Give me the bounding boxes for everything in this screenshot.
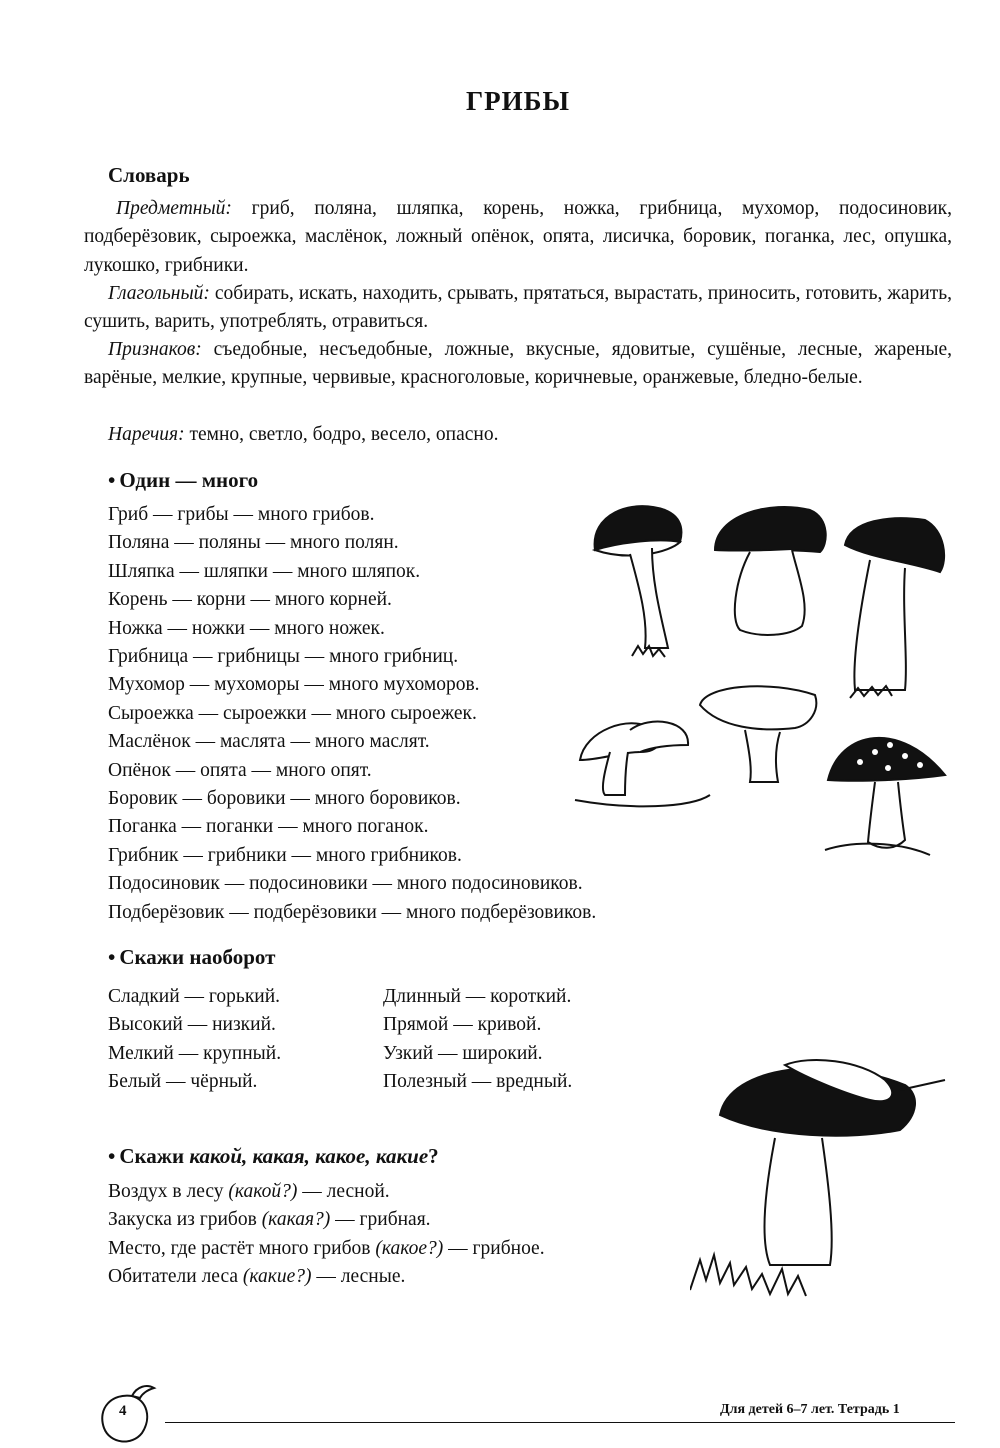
strawberry-page-icon bbox=[92, 1378, 162, 1448]
list-item: Сыроежка — сыроежки — много сыроежек. bbox=[108, 702, 477, 724]
vocabulary-heading: Словарь bbox=[108, 163, 190, 187]
list-item: Ножка — ножки — много ножек. bbox=[108, 617, 385, 639]
line-answer: — лесной. bbox=[297, 1181, 390, 1202]
which-heading-italic: какой, какая, какое, какие bbox=[189, 1144, 429, 1168]
list-item bbox=[108, 1235, 545, 1263]
opposites-heading: • Скажи наоборот bbox=[108, 945, 275, 970]
line-answer: — лесные. bbox=[311, 1266, 406, 1288]
list-item: Высокий — низкий. bbox=[108, 1014, 276, 1036]
footer-caption: Для детей 6–7 лет. Тетрадь 1 bbox=[720, 1402, 900, 1417]
list-item bbox=[108, 1206, 545, 1234]
aspen-cap-icon bbox=[845, 518, 944, 572]
verb-text: собирать, искать, находить, срывать, прятаться, вырастать, приносить, готовить, жарить, сушить, варить, употреблять, отравиться. bbox=[84, 283, 952, 333]
list-item: Поляна — поляны — много полян. bbox=[108, 532, 399, 554]
line-text: Закуска из грибов bbox=[108, 1209, 262, 1231]
opposites-left-column bbox=[108, 983, 281, 1097]
verb-label: Глагольный: bbox=[108, 283, 210, 304]
line-text: Место, где растёт много грибов bbox=[108, 1237, 376, 1259]
list-item: Маслёнок — маслята — много маслят. bbox=[108, 731, 430, 753]
vocabulary-adjective bbox=[84, 336, 952, 393]
adjective-label: Признаков: bbox=[108, 339, 202, 360]
list-item: Корень — корни — много корней. bbox=[108, 589, 392, 611]
list-item: Подосиновик — подосиновики — много подосиновиков. bbox=[108, 873, 583, 895]
noun-text: гриб, поляна, шляпка, корень, ножка, грибница, мухомор, подосиновик, подберёзовик, сыроежка, маслёнок, ложный опёнок, опята, лисичка, боровик, поганка, лес, опушка, лукошко, грибники. bbox=[84, 198, 952, 276]
list-item bbox=[108, 1263, 545, 1291]
line-text: Обитатели леса bbox=[108, 1266, 243, 1288]
line-answer: — грибное. bbox=[443, 1237, 545, 1259]
line-question: (какие?) bbox=[242, 1266, 312, 1288]
fly-agaric-icon bbox=[828, 738, 945, 781]
one-many-heading: • Один — много bbox=[108, 468, 258, 493]
list-item: Прямой — кривой. bbox=[383, 1014, 542, 1036]
line-question: (какая?) bbox=[261, 1209, 331, 1231]
list-item: Мухомор — мухоморы — много мухоморов. bbox=[108, 674, 480, 696]
boletus-with-leaf-illustration bbox=[690, 1050, 960, 1315]
opposites-right-column bbox=[383, 983, 572, 1097]
which-heading-prefix: Скажи bbox=[119, 1144, 190, 1168]
which-heading-suffix: ? bbox=[428, 1144, 439, 1168]
list-item: Подберёзовик — подберёзовики — много подберёзовиков. bbox=[108, 901, 597, 923]
mushrooms-illustration bbox=[570, 490, 980, 870]
adjective-text: съедобные, несъедобные, ложные, вкусные, ядовитые, сушёные, лесные, жареные, варёные, мелкие, крупные, червивые, красноголовые, коричневые, оранжевые, бледно-белые. bbox=[84, 339, 952, 389]
list-item: Опёнок — опята — много опят. bbox=[108, 759, 372, 781]
which-list bbox=[108, 1178, 545, 1292]
vocabulary-verb bbox=[84, 280, 952, 337]
list-item: Сладкий — горький. bbox=[108, 986, 281, 1007]
which-heading bbox=[108, 1144, 439, 1169]
list-item: Боровик — боровики — много боровиков. bbox=[108, 788, 461, 810]
list-item: Белый — чёрный. bbox=[108, 1071, 258, 1093]
line-answer: — грибная. bbox=[330, 1209, 431, 1231]
list-item: Шляпка — шляпки — много шляпок. bbox=[108, 560, 421, 582]
list-item: Гриб — грибы — много грибов. bbox=[108, 504, 375, 525]
footer-divider bbox=[165, 1422, 955, 1423]
adverb-text: темно, светло, бодро, весело, опасно. bbox=[184, 424, 499, 445]
noun-label: Предметный: bbox=[116, 198, 232, 219]
list-item: Узкий — широкий. bbox=[383, 1042, 543, 1064]
list-item: Мелкий — крупный. bbox=[108, 1042, 282, 1064]
list-item bbox=[108, 1178, 545, 1206]
list-item: Поганка — поганки — много поганок. bbox=[108, 816, 429, 838]
russula-icon bbox=[700, 686, 816, 729]
list-item: Грибник — грибники — много грибников. bbox=[108, 844, 462, 866]
line-text: Воздух в лесу bbox=[108, 1181, 229, 1202]
list-item: Полезный — вредный. bbox=[383, 1071, 573, 1093]
list-item: Длинный — короткий. bbox=[383, 986, 572, 1007]
page-title: ГРИБЫ bbox=[465, 86, 571, 116]
vocabulary-adverb bbox=[84, 421, 952, 449]
adverb-label: Наречия: bbox=[108, 424, 185, 445]
line-question: (какой?) bbox=[228, 1181, 298, 1202]
page-number: 4 bbox=[119, 1403, 127, 1419]
one-many-list bbox=[108, 501, 596, 927]
porcini-cap-icon bbox=[715, 507, 826, 552]
vocabulary-noun bbox=[84, 195, 952, 280]
list-item: Грибница — грибницы — много грибниц. bbox=[108, 646, 459, 668]
line-question: (какое?) bbox=[375, 1237, 444, 1259]
